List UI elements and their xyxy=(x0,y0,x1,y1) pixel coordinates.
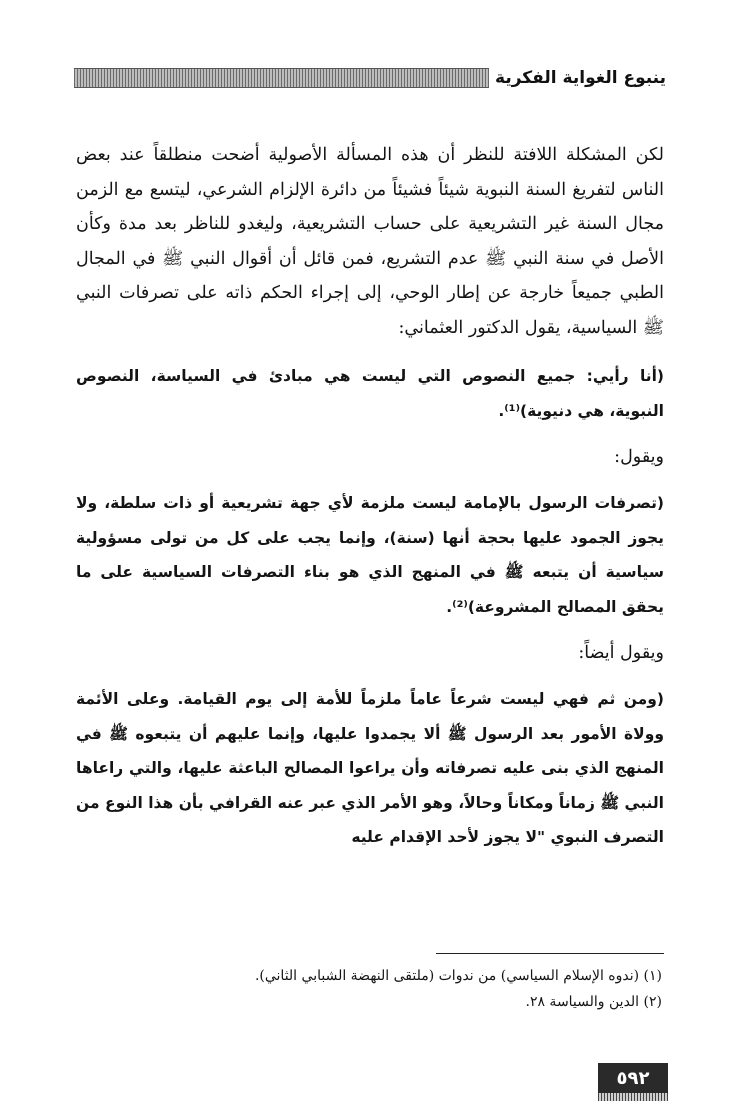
quote-intro-3: ويقول أيضاً: xyxy=(578,643,664,663)
footnote-separator xyxy=(436,953,664,954)
quotation-2: (تصرفات الرسول بالإمامة ليست ملزمة لأي جهة تشريعية أو ذات سلطة، ولا يجوز الجمود عليها بحجة أنها (سنة)، وإنما يجب على كل من تولى مسؤولية سياسية أن يتبعه ﷺ في المنهج الذي هو بناء التصرفات السياسية على ما يحقق المصالح المشروعة)⁽²⁾. xyxy=(76,494,664,616)
page-number-decoration xyxy=(598,1093,668,1101)
page-body xyxy=(76,138,664,855)
quote-intro-2: ويقول: xyxy=(614,447,664,467)
running-header xyxy=(74,66,666,90)
footnote-1: (١) (ندوه الإسلام السياسي) من ندوات (ملتقى النهضة الشبابي الثاني). xyxy=(254,968,662,984)
quotation-3: (ومن ثم فهي ليست شرعاً عاماً ملزماً للأمة إلى يوم القيامة. وعلى الأئمة وولاة الأمور بعد الرسول ﷺ ألا يجمدوا عليها، وإنما عليهم أن يتبعوه ﷺ في المنهج الذي بنى عليه تصرفاته وأن يراعوا المصالح الباعثة عليها، والتي راعاها النبي ﷺ زماناً ومكاناً وحالاً، وهو الأمر الذي عبر عنه القرافي بأن هذا النوع من التصرف النبوي "لا يجوز لأحد الإقدام عليه xyxy=(76,690,664,846)
body-paragraph: لكن المشكلة اللافتة للنظر أن هذه المسألة الأصولية أضحت منطلقاً عند بعض الناس لتفريغ السنة النبوية شيئاً فشيئاً من دائرة الإلزام الشرعي، ليتسع مع الزمن مجال السنة غير التشريعية على حساب التشريعية، وليغدو للناظر بعد مدة وكأن الأصل في سنة النبي ﷺ عدم التشريع، فمن قائل أن أقوال النبي ﷺ في المجال الطبي جميعاً خارجة عن إطار الوحي، إلى إجراء الحكم ذاته على تصرفات النبي ﷺ السياسية، يقول الدكتور العثماني: xyxy=(76,145,664,338)
page-number: ٥٩٢ xyxy=(598,1063,668,1093)
quotation-1: (أنا رأيي: جميع النصوص التي ليست هي مبادئ في السياسة، النصوص النبوية، هي دنيوية)⁽¹⁾. xyxy=(76,367,664,420)
footnotes xyxy=(74,963,662,1015)
running-header-title: ينبوع الغواية الفكرية xyxy=(495,68,666,88)
footnote-2: (٢) الدين والسياسة ٢٨. xyxy=(525,994,662,1010)
header-decorative-bar xyxy=(74,68,489,88)
